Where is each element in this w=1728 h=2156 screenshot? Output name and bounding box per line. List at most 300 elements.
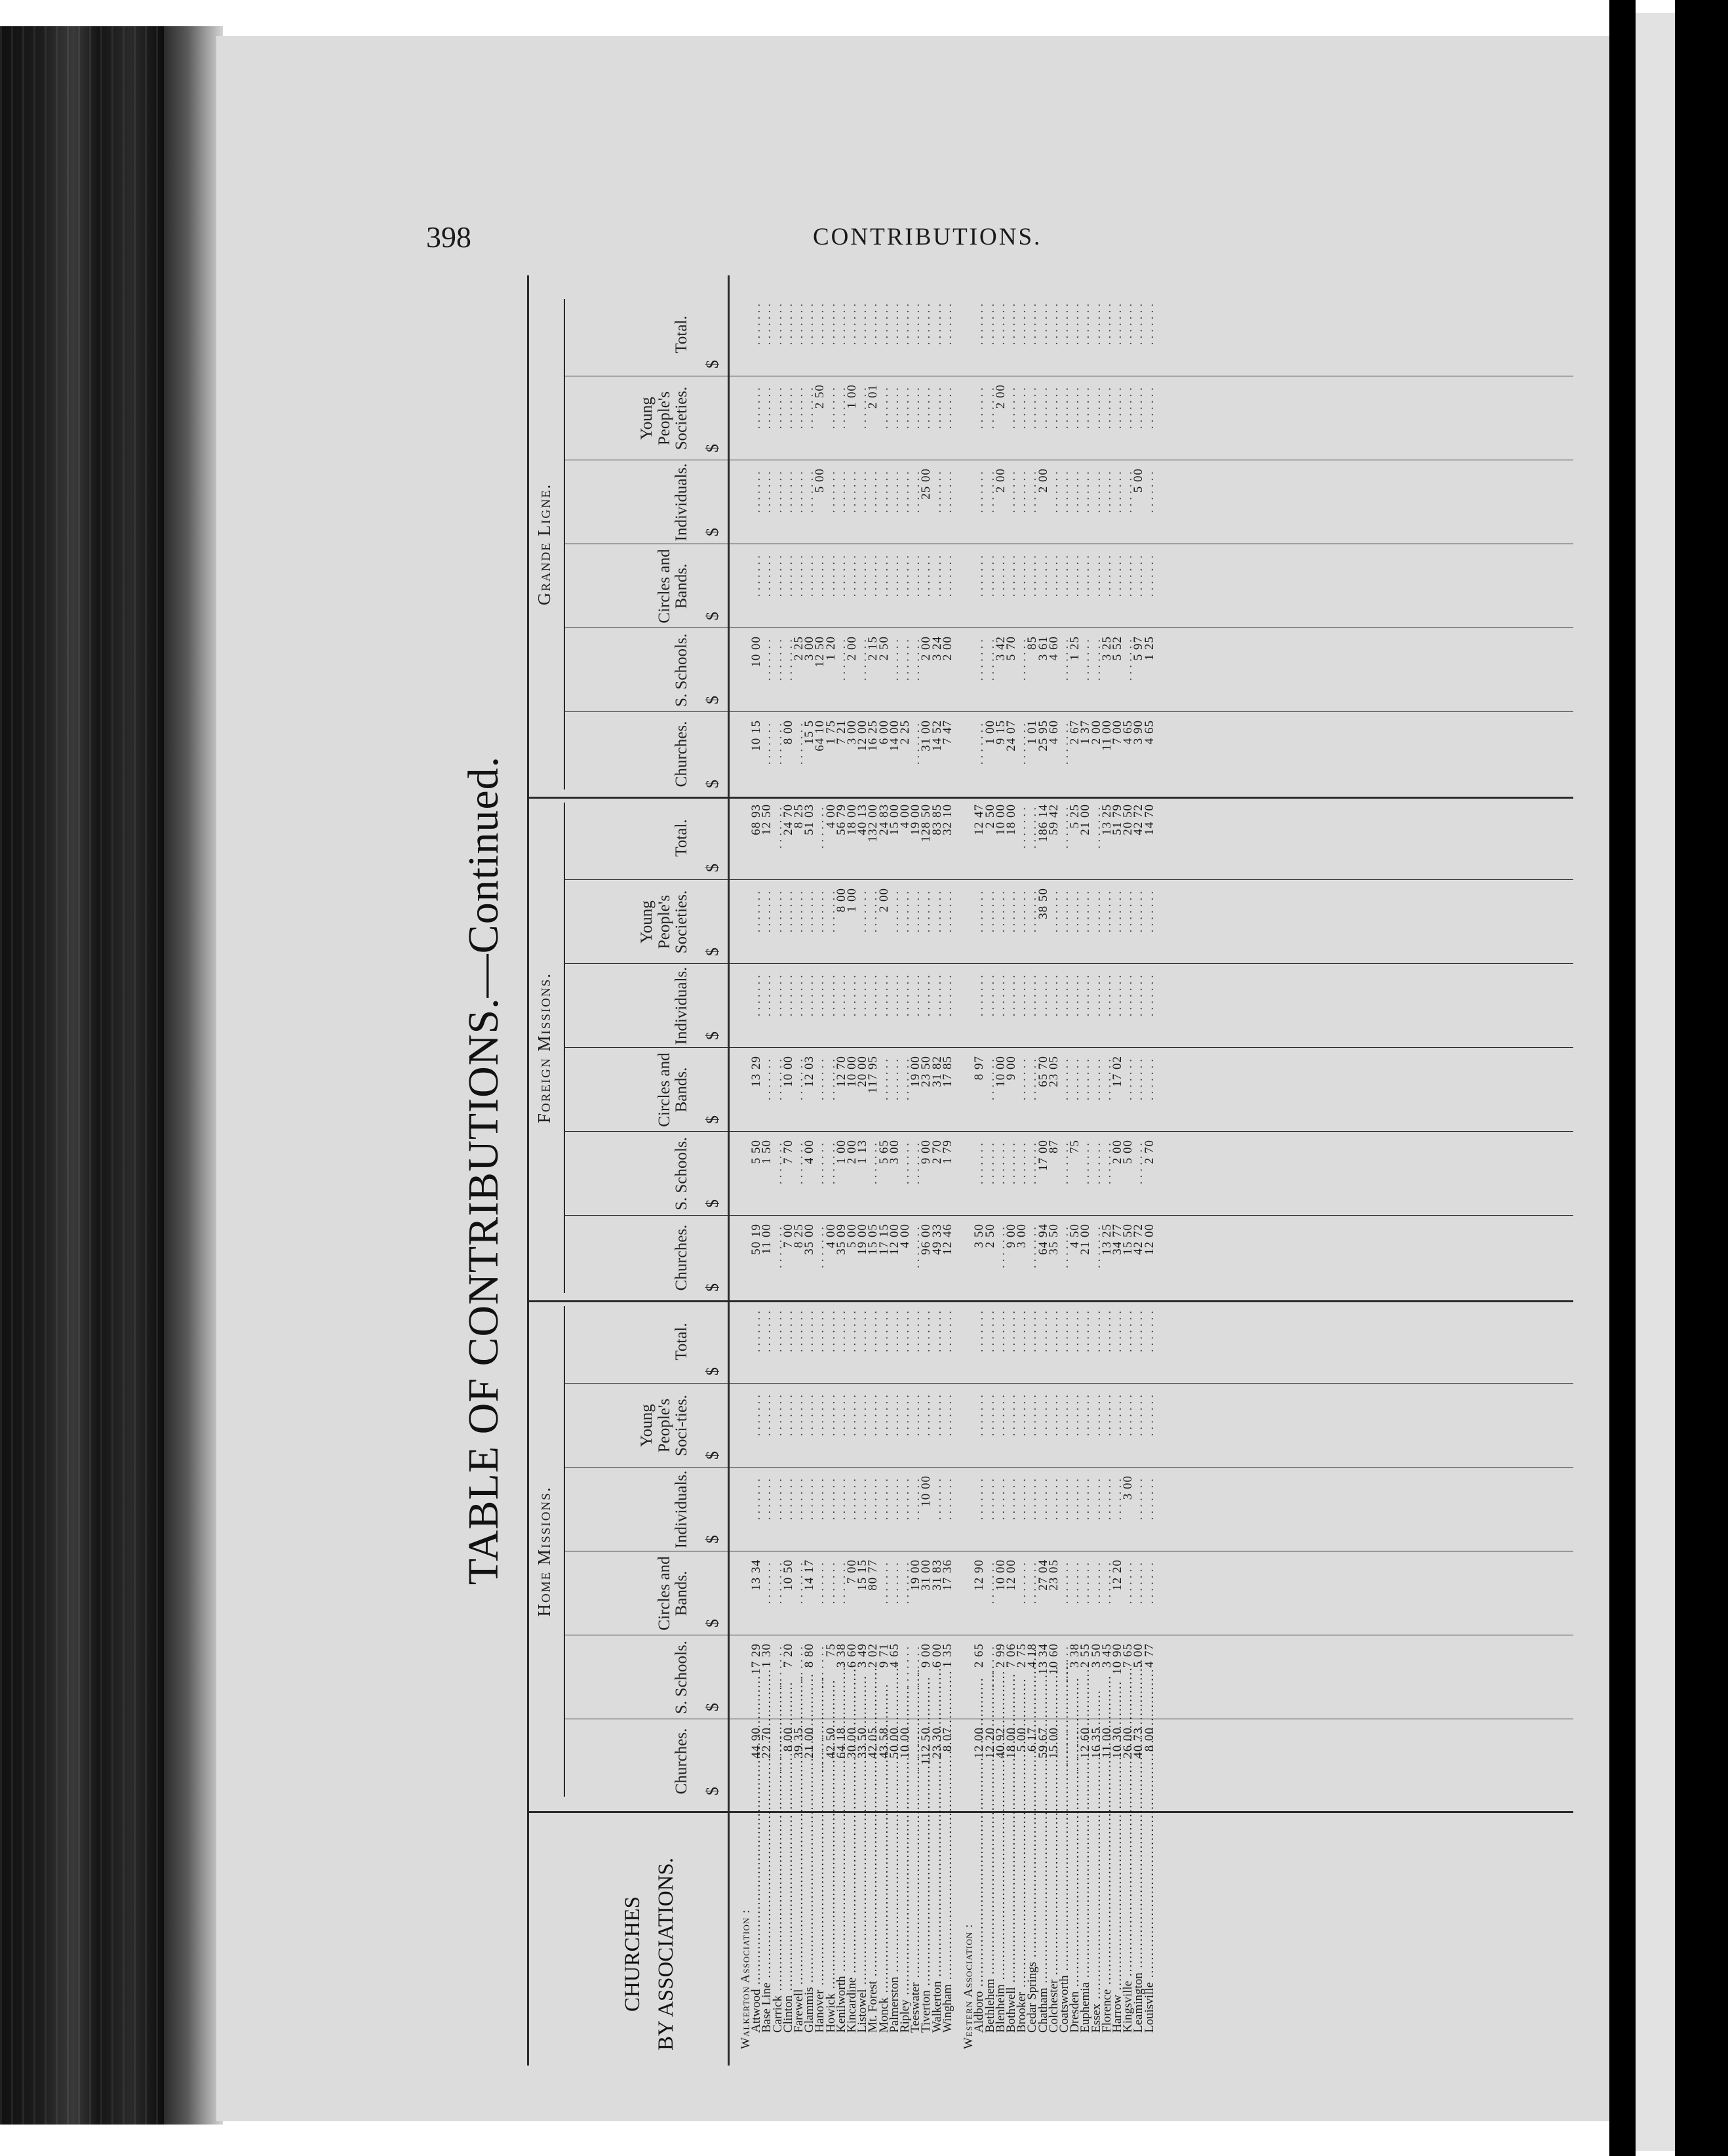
church-name: Kincardine ..... xyxy=(847,1816,857,2033)
amount-cell: 2 00 xyxy=(919,636,933,661)
amount-cell: 11 00 xyxy=(760,1224,774,1255)
empty-cell-leader: ....... xyxy=(802,1391,817,1437)
empty-cell-leader: ....... xyxy=(802,468,817,513)
empty-cell-leader: ....... xyxy=(1131,552,1146,597)
amount-cell: 12 00 xyxy=(887,1224,901,1255)
dollar-sign: $ xyxy=(703,780,722,788)
empty-cell-leader: ....... xyxy=(813,1475,827,1521)
amount-cell: 44 90 xyxy=(749,1727,764,1759)
amount-cell: 10 00 xyxy=(749,636,764,668)
column-header: S. Schools. xyxy=(672,1137,690,1210)
empty-cell-leader: ....... xyxy=(1036,1391,1050,1437)
empty-cell-leader: ....... xyxy=(1004,972,1018,1017)
empty-cell-leader: ....... xyxy=(1131,1056,1146,1101)
empty-cell-leader: ....... xyxy=(1057,1308,1071,1353)
amount-cell: 3 50 xyxy=(972,1224,987,1248)
amount-cell: 7 70 xyxy=(781,1140,795,1165)
amount-cell: 5 00 xyxy=(1131,1643,1146,1668)
amount-cell: 4 00 xyxy=(802,1140,817,1165)
amount-cell: 132 00 xyxy=(866,804,880,843)
empty-cell-leader: ....... xyxy=(760,552,774,597)
empty-cell-leader: ....... xyxy=(898,888,912,933)
empty-cell-leader: ....... xyxy=(770,1643,785,1688)
amount-cell: 10 00 xyxy=(845,1056,859,1087)
empty-cell-leader: ....... xyxy=(972,1391,987,1437)
empty-cell-leader: ....... xyxy=(1036,1308,1050,1353)
empty-cell-leader: ....... xyxy=(749,384,764,429)
empty-cell-leader: ....... xyxy=(823,384,838,429)
church-name: Teeswater ..... xyxy=(911,1816,921,2033)
empty-cell-leader: ....... xyxy=(1142,1559,1156,1605)
empty-cell-leader: ....... xyxy=(855,300,870,346)
empty-cell-leader: ....... xyxy=(983,1391,997,1437)
empty-cell-leader: ....... xyxy=(1121,888,1135,933)
empty-cell-leader: ....... xyxy=(1099,1056,1114,1101)
empty-cell-leader: ....... xyxy=(1057,1056,1071,1101)
church-name: Dresden ..... xyxy=(1070,1816,1080,2033)
empty-cell-leader: ....... xyxy=(845,1475,859,1521)
amount-cell: 2 00 xyxy=(845,636,859,661)
empty-cell-leader: ....... xyxy=(1068,468,1082,513)
empty-cell-leader: ....... xyxy=(781,1391,795,1437)
dollar-sign: $ xyxy=(703,1619,722,1627)
empty-cell-leader: ....... xyxy=(760,1559,774,1605)
empty-cell-leader: ....... xyxy=(1089,636,1103,681)
amount-cell: 9 00 xyxy=(1004,1056,1018,1081)
empty-cell-leader: ....... xyxy=(813,804,827,849)
amount-cell: 21 00 xyxy=(802,1727,817,1759)
empty-cell-leader: ....... xyxy=(781,1475,795,1521)
empty-cell-leader: ....... xyxy=(781,300,795,346)
empty-cell-leader: ....... xyxy=(919,1308,933,1353)
empty-cell-leader: ....... xyxy=(972,720,987,765)
church-name: Clinton ..... xyxy=(783,1816,794,2033)
empty-cell-leader: ....... xyxy=(813,1056,827,1101)
amount-cell: 14 70 xyxy=(1142,804,1156,835)
empty-cell-leader: ....... xyxy=(834,636,848,681)
amount-cell: 51 79 xyxy=(1110,804,1124,835)
amount-cell: 4 18 xyxy=(1025,1643,1040,1668)
empty-cell-leader: ....... xyxy=(1004,1475,1018,1521)
empty-cell-leader: ....... xyxy=(1025,1559,1040,1605)
amount-cell: 12 20 xyxy=(1110,1559,1124,1591)
empty-cell-leader: ....... xyxy=(909,1308,923,1353)
empty-cell-leader: ....... xyxy=(909,552,923,597)
empty-cell-leader: ....... xyxy=(919,1391,933,1437)
amount-cell: 33 50 xyxy=(855,1727,870,1759)
church-name: Carrick ..... xyxy=(773,1816,783,2033)
dollar-sign: $ xyxy=(703,1367,722,1376)
column-header: Churches. xyxy=(672,721,690,788)
amount-cell: 1 37 xyxy=(1078,720,1093,745)
church-name: Walkerton ..... xyxy=(932,1816,943,2033)
column-header: Individuals. xyxy=(672,1470,690,1549)
amount-cell: 42 05 xyxy=(866,1727,880,1759)
amount-cell: 56 79 xyxy=(834,804,848,835)
empty-cell-leader: ....... xyxy=(983,468,997,513)
empty-cell-leader: ....... xyxy=(1025,1308,1040,1353)
amount-cell: 15 05 xyxy=(866,1224,880,1255)
amount-cell: 5 00 xyxy=(1015,1727,1029,1752)
empty-cell-leader: ....... xyxy=(1046,384,1061,429)
empty-cell-leader: ....... xyxy=(983,972,997,1017)
amount-cell: 6 17 xyxy=(1025,1727,1040,1752)
amount-cell: 1 35 xyxy=(940,1643,954,1668)
amount-cell: 11 00 xyxy=(1099,720,1114,751)
amount-cell: 2 25 xyxy=(792,636,806,661)
empty-cell-leader: ....... xyxy=(1110,552,1124,597)
amount-cell: 8 97 xyxy=(972,1056,987,1081)
empty-cell-leader: ....... xyxy=(749,1475,764,1521)
empty-cell-leader: ....... xyxy=(983,636,997,681)
empty-cell-leader: ....... xyxy=(1025,384,1040,429)
scan-border-right xyxy=(1675,0,1728,2156)
amount-cell: 42 50 xyxy=(823,1727,838,1759)
amount-cell: 8 25 xyxy=(792,804,806,829)
empty-cell-leader: ....... xyxy=(1121,468,1135,513)
empty-cell-leader: ....... xyxy=(1036,384,1050,429)
empty-cell-leader: ....... xyxy=(855,1391,870,1437)
empty-cell-leader: ....... xyxy=(1131,1391,1146,1437)
amount-cell: 19 00 xyxy=(855,1224,870,1255)
amount-cell: 3 00 xyxy=(802,636,817,661)
amount-cell: 19 00 xyxy=(909,804,923,835)
empty-cell-leader: ....... xyxy=(770,636,785,681)
empty-cell-leader: ....... xyxy=(1057,888,1071,933)
empty-cell-leader: ....... xyxy=(1121,384,1135,429)
empty-cell-leader: ....... xyxy=(781,552,795,597)
empty-cell-leader: ....... xyxy=(1068,300,1082,346)
empty-cell-leader: ....... xyxy=(792,552,806,597)
empty-cell-leader: ....... xyxy=(1015,972,1029,1017)
empty-cell-leader: ....... xyxy=(760,1308,774,1353)
column-header: Total. xyxy=(672,819,690,857)
empty-cell-leader: ....... xyxy=(909,972,923,1017)
amount-cell: 18 00 xyxy=(1004,1727,1018,1759)
empty-cell-leader: ....... xyxy=(770,1308,785,1353)
empty-cell-leader: ....... xyxy=(909,1727,923,1772)
dollar-sign: $ xyxy=(703,612,722,620)
amount-cell: 14 17 xyxy=(802,1559,817,1591)
page-edge-left xyxy=(164,26,223,2125)
empty-cell-leader: ....... xyxy=(866,300,880,346)
empty-cell-leader: ....... xyxy=(1046,468,1061,513)
empty-cell-leader: ....... xyxy=(876,1308,891,1353)
empty-cell-leader: ....... xyxy=(1142,1391,1156,1437)
amount-cell: 112 50 xyxy=(919,1727,933,1765)
empty-cell-leader: ....... xyxy=(1121,300,1135,346)
amount-cell: 10 00 xyxy=(898,1727,912,1759)
amount-cell: 21 00 xyxy=(1078,804,1093,835)
empty-cell-leader: ....... xyxy=(866,888,880,933)
empty-cell-leader: ....... xyxy=(792,384,806,429)
empty-cell-leader: ....... xyxy=(940,552,954,597)
church-name: Cedar Springs ..... xyxy=(1027,1816,1038,2033)
empty-cell-leader: ....... xyxy=(1015,1140,1029,1185)
church-name: Brooker ..... xyxy=(1017,1816,1027,2033)
empty-cell-leader: ....... xyxy=(1046,552,1061,597)
empty-cell-leader: ....... xyxy=(1068,972,1082,1017)
empty-cell-leader: ....... xyxy=(1025,300,1040,346)
empty-cell-leader: ....... xyxy=(1036,972,1050,1017)
empty-cell-leader: ....... xyxy=(1089,300,1103,346)
amount-cell: 6 60 xyxy=(845,1643,859,1668)
amount-cell: 8 00 xyxy=(781,1727,795,1752)
group-rule xyxy=(564,299,565,789)
empty-cell-leader: ....... xyxy=(898,972,912,1017)
empty-cell-leader: ....... xyxy=(940,972,954,1017)
amount-cell: 59 67 xyxy=(1036,1727,1050,1759)
amount-cell: 12 00 xyxy=(855,720,870,751)
empty-cell-leader: ....... xyxy=(1025,1140,1040,1185)
column-header: Churches. xyxy=(672,1224,690,1291)
empty-cell-leader: ....... xyxy=(983,300,997,346)
empty-cell-leader: ....... xyxy=(930,468,944,513)
empty-cell-leader: ....... xyxy=(1015,1559,1029,1605)
empty-cell-leader: ....... xyxy=(1131,972,1146,1017)
church-name: Glammis ..... xyxy=(804,1816,815,2033)
column-header: Individuals. xyxy=(672,463,690,542)
empty-cell-leader: ....... xyxy=(1004,888,1018,933)
amount-cell: 85 xyxy=(1025,636,1040,650)
amount-cell: 31 83 xyxy=(930,1559,944,1591)
empty-cell-leader: ....... xyxy=(792,300,806,346)
amount-cell: 2 00 xyxy=(1110,1140,1124,1165)
amount-cell: 17 29 xyxy=(749,1643,764,1675)
empty-cell-leader: ....... xyxy=(940,1475,954,1521)
empty-cell-leader: ....... xyxy=(887,888,901,933)
empty-cell-leader: ....... xyxy=(1068,1559,1082,1605)
amount-cell: 2 00 xyxy=(845,1140,859,1165)
amount-cell: 18 00 xyxy=(1004,804,1018,835)
empty-cell-leader: ....... xyxy=(993,888,1008,933)
empty-cell-leader: ....... xyxy=(1089,804,1103,849)
empty-cell-leader: ....... xyxy=(770,468,785,513)
empty-cell-leader: ....... xyxy=(823,300,838,346)
empty-cell-leader: ....... xyxy=(930,552,944,597)
amount-cell: 2 70 xyxy=(1142,1140,1156,1165)
empty-cell-leader: ....... xyxy=(1078,972,1093,1017)
amount-cell: 10 15 xyxy=(749,720,764,751)
empty-cell-leader: ....... xyxy=(834,468,848,513)
amount-cell: 2 00 xyxy=(993,384,1008,409)
amount-cell: 80 77 xyxy=(866,1559,880,1591)
column-header: Circles and Bands. xyxy=(655,1556,690,1631)
empty-cell-leader: ....... xyxy=(781,1308,795,1353)
church-name: Chatham ..... xyxy=(1038,1816,1049,2033)
amount-cell: 12 46 xyxy=(940,1224,954,1255)
amount-cell: 2 00 xyxy=(993,468,1008,493)
empty-cell-leader: ....... xyxy=(993,1475,1008,1521)
empty-cell-leader: ....... xyxy=(770,552,785,597)
amount-cell: 12 00 xyxy=(1004,1559,1018,1591)
amount-cell: 5 00 xyxy=(1121,1140,1135,1165)
empty-cell-leader: ....... xyxy=(813,1308,827,1353)
empty-cell-leader: ....... xyxy=(1099,552,1114,597)
empty-cell-leader: ....... xyxy=(1057,1643,1071,1688)
empty-cell-leader: ....... xyxy=(909,636,923,681)
amount-cell: 17 00 xyxy=(1036,1140,1050,1171)
empty-cell-leader: ....... xyxy=(898,1056,912,1101)
empty-cell-leader: ....... xyxy=(887,384,901,429)
empty-cell-leader: ....... xyxy=(940,384,954,429)
amount-cell: 87 xyxy=(1046,1140,1061,1153)
empty-cell-leader: ....... xyxy=(1004,300,1018,346)
empty-cell-leader: ....... xyxy=(845,552,859,597)
empty-cell-leader: ....... xyxy=(1099,888,1114,933)
empty-cell-leader: ....... xyxy=(940,888,954,933)
empty-cell-leader: ....... xyxy=(972,468,987,513)
churches-header-line: BY ASSOCIATIONS. xyxy=(654,1858,678,2051)
empty-cell-leader: ....... xyxy=(749,888,764,933)
column-header: Total. xyxy=(672,315,690,353)
amount-cell: 24 70 xyxy=(781,804,795,835)
empty-cell-leader: ....... xyxy=(823,1308,838,1353)
empty-cell-leader: ....... xyxy=(770,1391,785,1437)
amount-cell: 13 34 xyxy=(749,1559,764,1591)
empty-cell-leader: ....... xyxy=(749,552,764,597)
empty-cell-leader: ....... xyxy=(802,1475,817,1521)
amount-cell: 19 00 xyxy=(909,1056,923,1087)
amount-cell: 7 00 xyxy=(845,1559,859,1584)
amount-cell: 3 90 xyxy=(1131,720,1146,745)
empty-cell-leader: ....... xyxy=(792,972,806,1017)
amount-cell: 4 60 xyxy=(1046,720,1061,745)
church-name: Leamington ..... xyxy=(1133,1816,1144,2033)
church-name: Listowel ..... xyxy=(857,1816,868,2033)
column-header: S. Schools. xyxy=(672,1641,690,1714)
empty-cell-leader: ....... xyxy=(1078,552,1093,597)
amount-cell: 12 90 xyxy=(972,1559,987,1591)
group-rule xyxy=(564,1306,565,1797)
amount-cell: 5 50 xyxy=(749,1140,764,1165)
empty-cell-leader: ....... xyxy=(1099,1308,1114,1353)
table-row xyxy=(1142,275,1156,2066)
amount-cell: 83 85 xyxy=(930,804,944,835)
empty-cell-leader: ....... xyxy=(770,1056,785,1101)
amount-cell: 7 47 xyxy=(940,720,954,745)
church-name: Monck ..... xyxy=(879,1816,890,2033)
amount-cell: 18 00 xyxy=(845,804,859,835)
amount-cell: 23 05 xyxy=(1046,1559,1061,1591)
amount-cell: 4 60 xyxy=(1046,636,1061,661)
dollar-sign: $ xyxy=(703,1199,722,1208)
amount-cell: 1 25 xyxy=(1142,636,1156,661)
amount-cell: 27 04 xyxy=(1036,1559,1050,1591)
empty-cell-leader: ....... xyxy=(1110,384,1124,429)
empty-cell-leader: ....... xyxy=(940,468,954,513)
amount-cell: 15 00 xyxy=(1046,1727,1061,1759)
empty-cell-leader: ....... xyxy=(1004,552,1018,597)
empty-cell-leader: ....... xyxy=(855,552,870,597)
amount-cell: 3 61 xyxy=(1036,636,1050,661)
amount-cell: 40 73 xyxy=(1131,1727,1146,1759)
amount-cell: 16 35 xyxy=(1089,1727,1103,1759)
amount-cell: 22 70 xyxy=(760,1727,774,1759)
empty-cell-leader: ....... xyxy=(792,1140,806,1185)
amount-cell: 10 50 xyxy=(781,1559,795,1591)
amount-cell: 42 72 xyxy=(1131,1224,1146,1255)
empty-cell-leader: ....... xyxy=(749,468,764,513)
amount-cell: 65 70 xyxy=(1036,1056,1050,1087)
amount-cell: 35 09 xyxy=(834,1224,848,1255)
empty-cell-leader: ....... xyxy=(1078,384,1093,429)
empty-cell-leader: ....... xyxy=(898,1643,912,1688)
column-header: Young People's Soci-ties. xyxy=(638,1395,690,1456)
empty-cell-leader: ....... xyxy=(993,1308,1008,1353)
empty-cell-leader: ....... xyxy=(1057,1559,1071,1605)
empty-cell-leader: ....... xyxy=(983,1475,997,1521)
dollar-sign: $ xyxy=(703,1283,722,1292)
empty-cell-leader: ....... xyxy=(1121,1559,1135,1605)
empty-cell-leader: ....... xyxy=(1057,300,1071,346)
empty-cell-leader: ....... xyxy=(972,972,987,1017)
amount-cell: 13 25 xyxy=(1099,804,1114,835)
empty-cell-leader: ....... xyxy=(781,888,795,933)
amount-cell: 2 65 xyxy=(972,1643,987,1668)
empty-cell-leader: ....... xyxy=(1089,1308,1103,1353)
empty-cell-leader: ....... xyxy=(887,1056,901,1101)
empty-cell-leader: ....... xyxy=(1025,972,1040,1017)
church-name: Colchester ..... xyxy=(1049,1816,1059,2033)
empty-cell-leader: ....... xyxy=(1078,1140,1093,1185)
empty-cell-leader: ....... xyxy=(1110,300,1124,346)
empty-cell-leader: ....... xyxy=(1099,468,1114,513)
amount-cell: 12 60 xyxy=(1078,1727,1093,1759)
amount-cell: 2 00 xyxy=(876,888,891,913)
group-title: Foreign Missions. xyxy=(534,972,554,1124)
empty-cell-leader: ....... xyxy=(1078,636,1093,681)
table-title: TABLE OF CONTRIBUTIONS.—Continued. xyxy=(460,755,507,1586)
empty-cell-leader: ....... xyxy=(866,552,880,597)
empty-cell-leader: ....... xyxy=(898,552,912,597)
amount-cell: 5 52 xyxy=(1110,636,1124,661)
empty-cell-leader: ....... xyxy=(1036,552,1050,597)
amount-cell: 75 xyxy=(1068,1140,1082,1153)
column-header: Total. xyxy=(672,1323,690,1361)
empty-cell-leader: ....... xyxy=(1131,1140,1146,1185)
empty-cell-leader: ....... xyxy=(781,468,795,513)
empty-cell-leader: ....... xyxy=(983,552,997,597)
empty-cell-leader: ....... xyxy=(845,468,859,513)
empty-cell-leader: ....... xyxy=(983,1056,997,1101)
empty-cell-leader: ....... xyxy=(1015,720,1029,765)
amount-cell: 13 34 xyxy=(1036,1643,1050,1675)
amount-cell: 4 65 xyxy=(887,1643,901,1668)
empty-cell-leader: ....... xyxy=(1025,552,1040,597)
amount-cell: 9 00 xyxy=(1004,1224,1018,1248)
amount-cell: 64 94 xyxy=(1036,1224,1050,1255)
empty-cell-leader: ....... xyxy=(781,636,795,681)
empty-cell-leader: ....... xyxy=(887,1391,901,1437)
empty-cell-leader: ....... xyxy=(1004,1308,1018,1353)
empty-cell-leader: ....... xyxy=(1036,1475,1050,1521)
amount-cell: 4 00 xyxy=(898,1224,912,1248)
empty-cell-leader: ....... xyxy=(1121,552,1135,597)
empty-cell-leader: ....... xyxy=(1057,1140,1071,1185)
amount-cell: 17 36 xyxy=(940,1559,954,1591)
empty-cell-leader: ....... xyxy=(1121,1391,1135,1437)
empty-cell-leader: ....... xyxy=(823,468,838,513)
empty-cell-leader: ....... xyxy=(909,1475,923,1521)
empty-cell-leader: ....... xyxy=(855,1475,870,1521)
empty-cell-leader: ....... xyxy=(823,552,838,597)
amount-cell: 15 5 xyxy=(802,720,817,745)
amount-cell: 12 00 xyxy=(1142,1224,1156,1255)
empty-cell-leader: ....... xyxy=(993,1140,1008,1185)
amount-cell: 12 70 xyxy=(834,1056,848,1087)
empty-cell-leader: ....... xyxy=(770,384,785,429)
